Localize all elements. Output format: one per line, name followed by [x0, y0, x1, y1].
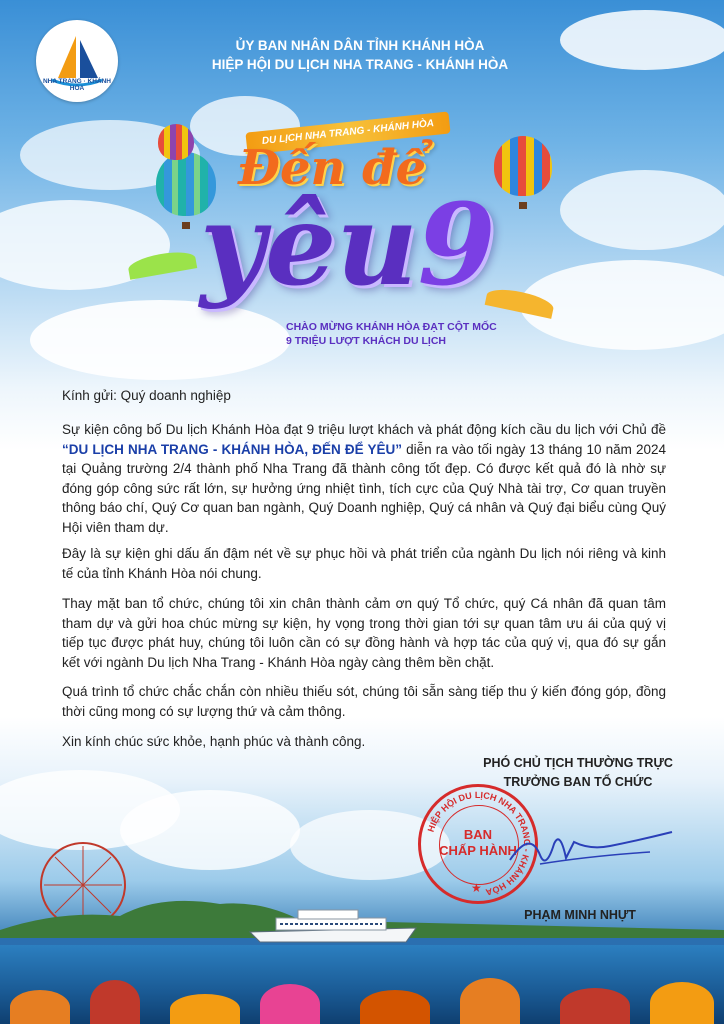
paragraph-1-rest: diễn ra vào tối ngày 13 tháng 10 năm 2024 tại Quảng trường 2/4 thành phố Nha Trang đã thành công tốt đẹp. Có được kết quả đó là nhờ sự đóng góp công sức rất lớn, sự hưởng ứng nhiệt tình, tích cực của Quý Nhà tài trợ, Cơ quan truyền thông báo chí, Quý Cơ quan ban ngành, Quý Doanh nghiệp, Quý cá nhân và Quý đại biểu cùng Quý Hội viên tham dự. — [62, 441, 666, 535]
signatory-name: PHẠM MINH NHỰT — [524, 908, 636, 922]
closing-wish: Xin kính chúc sức khỏe, hạnh phúc và thành công. — [62, 734, 366, 749]
stamp-center-line-1: BAN — [463, 827, 493, 842]
paragraph-3: Thay mặt ban tổ chức, chúng tôi xin chân thành cảm ơn quý Tổ chức, quý Cá nhân đã quan tâm tham dự và gửi hoa chúc mừng sự kiện, hy vọng trong thời gian tới sự quan tâm ưu ái của quý vị tiếp tục được phát huy, chúng tôi luôn cần có sự đồng hành và hợp tác của quý vị, qua đó sự gắn kết với ngành Du lịch Nha Trang - Khánh Hòa ngày càng thêm bền chặt. — [62, 596, 666, 670]
association-logo — [36, 20, 118, 102]
issuer-header — [150, 36, 570, 74]
cruise-ship-illustration — [246, 906, 420, 944]
signatory-title-line-2: TRƯỞNG BAN TỔ CHỨC — [503, 775, 653, 789]
header-line-2: HIỆP HỘI DU LỊCH NHA TRANG - KHÁNH HÒA — [211, 57, 509, 72]
banner-yeu — [200, 180, 496, 311]
salutation: Kính gửi: Quý doanh nghiệp — [62, 388, 231, 403]
header-line-1: ỦY BAN NHÂN DÂN TỈNH KHÁNH HÒA — [235, 38, 485, 53]
banner-subtitle-line-1: CHÀO MỪNG KHÁNH HÒA ĐẠT CỘT MỐC — [286, 321, 497, 333]
banner-yeu-word: yêu — [200, 180, 418, 311]
stamp-ring-label: HIỆP HỘI DU LỊCH NHA TRANG - KHÁNH HÒA — [425, 789, 533, 898]
handwritten-signature — [500, 820, 680, 880]
banner-subtitle — [286, 320, 497, 348]
sea-and-coral-reef — [0, 945, 724, 1024]
stamp-star-icon: ★ — [471, 881, 482, 895]
logo-caption: NHA TRANG · KHÁNH HÒA — [42, 78, 111, 92]
banner-subtitle-line-2: 9 TRIỆU LƯỢT KHÁCH DU LỊCH — [286, 335, 446, 347]
signatory-title-line-1: PHÓ CHỦ TỊCH THƯỜNG TRỰC — [483, 756, 673, 770]
banner-den-de: Đến để — [238, 140, 427, 196]
banner-nine: 9 — [417, 180, 496, 311]
banner-ribbon: DU LỊCH NHA TRANG - KHÁNH HÒA — [245, 111, 450, 154]
stamp-center-line-2: CHẤP HÀNH — [439, 843, 517, 858]
paragraph-2: Đây là sự kiện ghi dấu ấn đậm nét về sự phục hồi và phát triển của ngành Du lịch nói riêng và kinh tế của tỉnh Khánh Hòa nói chung. — [62, 546, 666, 581]
event-theme: “DU LỊCH NHA TRANG - KHÁNH HÒA, ĐẾN ĐỂ YÊU” — [62, 441, 402, 457]
paragraph-4: Quá trình tổ chức chắc chắn còn nhiều thiếu sót, chúng tôi sẵn sàng tiếp thu ý kiến đóng góp, đồng thời cũng mong có sự lượng thứ và cảm thông. — [62, 684, 666, 719]
paragraph-1-intro: Sự kiện công bố Du lịch Khánh Hòa đạt 9 triệu lượt khách và phát động kích cầu du lịch với Chủ đề — [62, 422, 666, 437]
paragraph-1 — [62, 420, 666, 537]
